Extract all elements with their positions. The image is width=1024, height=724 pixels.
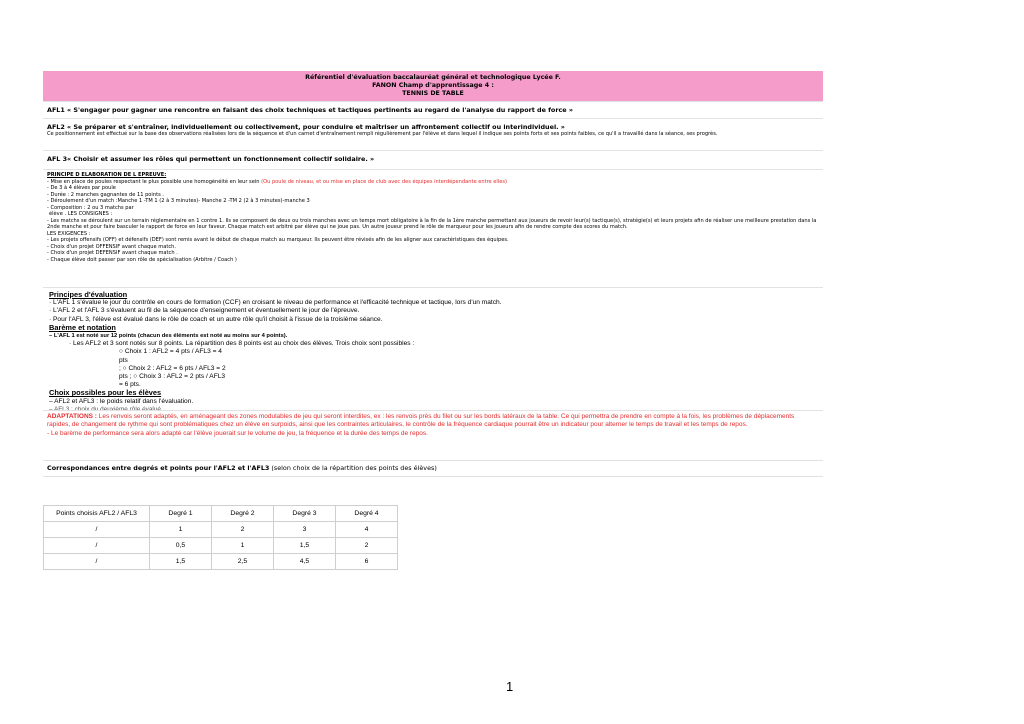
page-number: 1 <box>506 679 514 694</box>
header-line-3: TENNIS DE TABLE <box>402 90 464 97</box>
bareme-title: Barème et notation <box>49 322 116 332</box>
table-cell: 4,5 <box>274 554 336 570</box>
afl1-row: AFL1 « S'engager pour gagner une rencontre en faisant des choix techniques et tactiques pertinents au regard de l'analyse du rapport de force » <box>43 102 823 119</box>
principe-line: - Choix d'un projet OFFENSIF avant chaque match. <box>47 243 176 250</box>
header-line-1: Référentiel d'évaluation baccalauréat général et technologique Lycée F. <box>305 74 561 81</box>
principe-section <box>43 170 823 288</box>
score-table <box>43 505 398 570</box>
afl2-description: Ce positionnement est effectué sur la base des observations réalisées lors de la séquence et d'un carnet d'entraînement rempli régulièrement par l'élève et dans lequel il indique ses points forts et ses points faibles, ce qu'il a travaillé dans la séance, ses progrès. <box>47 131 718 137</box>
bareme-afl23: · Les AFL2 et 3 sont notés sur 8 points. La répartition des 8 points est au choix des élèves. Trois choix sont possibles : <box>69 340 415 348</box>
afl2-title: AFL2 « Se préparer et s'entraîner, individuellement ou collectivement, pour conduire et maîtriser un affrontement collectif ou interindividuel. » <box>47 123 565 131</box>
choix-line: – AFL3 : choix du deuxième rôle évalué. <box>49 405 163 410</box>
table-cell: / <box>44 522 150 538</box>
bareme-afl1: – L'AFL 1 est noté sur 12 points (chacun des éléments est noté au moins sur 4 points). <box>49 333 288 340</box>
table-header-cell: Degré 4 <box>336 506 398 522</box>
principe-line: LES EXIGENCES : <box>47 230 91 237</box>
table-cell: 4 <box>336 522 398 538</box>
principe-line-text: - Mise en place de poules respectant le plus possible une homogénéité en leur sein <box>47 178 262 185</box>
correspondances-note: (selon choix de la répartition des points des élèves) <box>269 464 437 472</box>
principe-line: - Chaque élève doit passer par son rôle de spécialisation (Arbitre / Coach ) <box>47 256 237 263</box>
table-row <box>44 538 398 554</box>
table-row <box>44 554 398 570</box>
document-body <box>43 71 823 477</box>
adaptations-bareme: - Le barème de performance sera alors adapté car l'élève jouerait sur le volume de jeu, la fréquence et la durée des temps de repos. <box>47 429 428 437</box>
principe-line: - Les matchs se déroulent sur un terrain réglementaire en 1 contre 1. Ils se composent de deux ou trois manches avec un temps mort obligatoire à la fin de la 1ère manche permettant aux joueurs de revoir leur(s) tactique(s), stratégie(s) et leurs projets afin de réaliser une meilleure prestation dans la 2nde manche et pour faire basculer le rapport de force en leur faveur. Chaque match est arbitré par élève qui ne joue pas. Un autre joueur prend le rôle de marqueur pour les joueurs afin de rendre compte des scores du match. <box>47 217 817 230</box>
choix-title: Choix possibles pour les élèves <box>49 388 162 398</box>
document-header <box>43 71 823 102</box>
evaluation-section <box>43 288 823 411</box>
table-cell: 1 <box>150 522 212 538</box>
choix-1: ○ Choix 1 : AFL2 = 4 pts / AFL3 = 4 pts <box>119 348 222 364</box>
evaluation-line: · Pour l'AFL 3, l'élève est évalué dans le rôle de coach et un autre rôle qu'il choisit à l'issue de la troisième séance. <box>49 315 383 323</box>
correspondances-title: Correspondances entre degrés et points pour l'AFL2 et l'AFL3 <box>47 464 270 472</box>
correspondances-row <box>43 461 823 477</box>
principe-line: - De 3 à 4 élèves par poule <box>47 185 116 191</box>
table-cell: / <box>44 554 150 570</box>
principe-line: - Durée : 2 manches gagnantes de 11 points . <box>47 191 164 198</box>
table-header-cell: Points choisis AFL2 / AFL3 <box>44 506 150 522</box>
table-cell: 2 <box>212 522 274 538</box>
header-line-2: FANON Champ d'apprentissage 4 : <box>372 82 494 89</box>
table-header-cell: Degré 1 <box>150 506 212 522</box>
table-header-row <box>44 506 398 522</box>
adaptations-label: ADAPTATIONS : <box>47 413 97 420</box>
principe-line-note: (Ou poule de niveau, et ou mise en place de club avec des équipes interdépendante entre elles) <box>261 178 508 185</box>
table-cell: 0,5 <box>150 538 212 554</box>
evaluation-title: Principes d'évaluation <box>49 290 128 299</box>
adaptations-section <box>43 411 823 461</box>
principe-line: - Composition : 2 ou 3 matchs par <box>47 204 134 211</box>
table-cell: 2 <box>336 538 398 554</box>
evaluation-line: · L'AFL 2 et l'AFL 3 s'évaluent au fil de la séquence d'enseignement et éventuellement le jour de l'épreuve. <box>49 307 360 315</box>
table-header-cell: Degré 3 <box>274 506 336 522</box>
afl3-row: AFL 3« Choisir et assumer les rôles qui permettent un fonctionnement collectif solidaire. » <box>43 151 823 170</box>
table-cell: 1,5 <box>150 554 212 570</box>
table-cell: 6 <box>336 554 398 570</box>
principe-line: - Choix d'un projet DEFENSIF avant chaque match . <box>47 250 178 256</box>
table-cell: 2,5 <box>212 554 274 570</box>
table-cell: 3 <box>274 522 336 538</box>
evaluation-line: · L'AFL 1 s'évalue le jour du contrôle en cours de formation (CCF) en croisant le niveau de performance et l'efficacité technique et tactique, lors d'un match. <box>49 299 502 307</box>
principe-title: PRINCIPE D ELABORATION DE L EPREUVE: <box>47 172 167 178</box>
afl2-row <box>43 119 823 151</box>
table-row <box>44 522 398 538</box>
table-header-cell: Degré 2 <box>212 506 274 522</box>
choix-line: – AFL2 et AFL3 : le poids relatif dans l'évaluation. <box>49 397 194 405</box>
choix-2-3: ; ○ Choix 2 : AFL2 = 6 pts / AFL3 = 2 pts ; ○ Choix 3 : AFL2 = 2 pts / AFL3 = 6 pts. <box>119 364 226 389</box>
principe-line: élève . LES CONSIGNES : <box>49 211 113 217</box>
table-cell: 1 <box>212 538 274 554</box>
adaptations-text: Les renvois seront adaptés, en aménageant des zones modulables de jeu qui seront interdites, ex : les renvois près du filet ou sur les bords latéraux de la table. Ce qui permettra de prendre en compte à la fois, les problèmes de déplacements rapides, de changement de rythme qui sont problématiques chez un élève en surpoids, ainsi que les contraintes articulaires, le contrôle de la fréquence cardiaque pourrait être un indicateur pour alterner le temps de travail et les temps de repos. <box>47 413 795 429</box>
principe-line: - Déroulement d'un match :Manche 1 -TM 1 (2 à 3 minutes)- Manche 2 -TM 2 (2 à 3 minutes)-manche 3 <box>47 198 310 204</box>
table-cell: 1,5 <box>274 538 336 554</box>
principe-line: - Les projets offensifs (OFF) et défensifs (DEF) sont remis avant le début de chaque match au marqueur. Ils peuvent être révisés afin de les aligner aux caractéristiques des équipes. <box>47 237 509 243</box>
table-cell: / <box>44 538 150 554</box>
